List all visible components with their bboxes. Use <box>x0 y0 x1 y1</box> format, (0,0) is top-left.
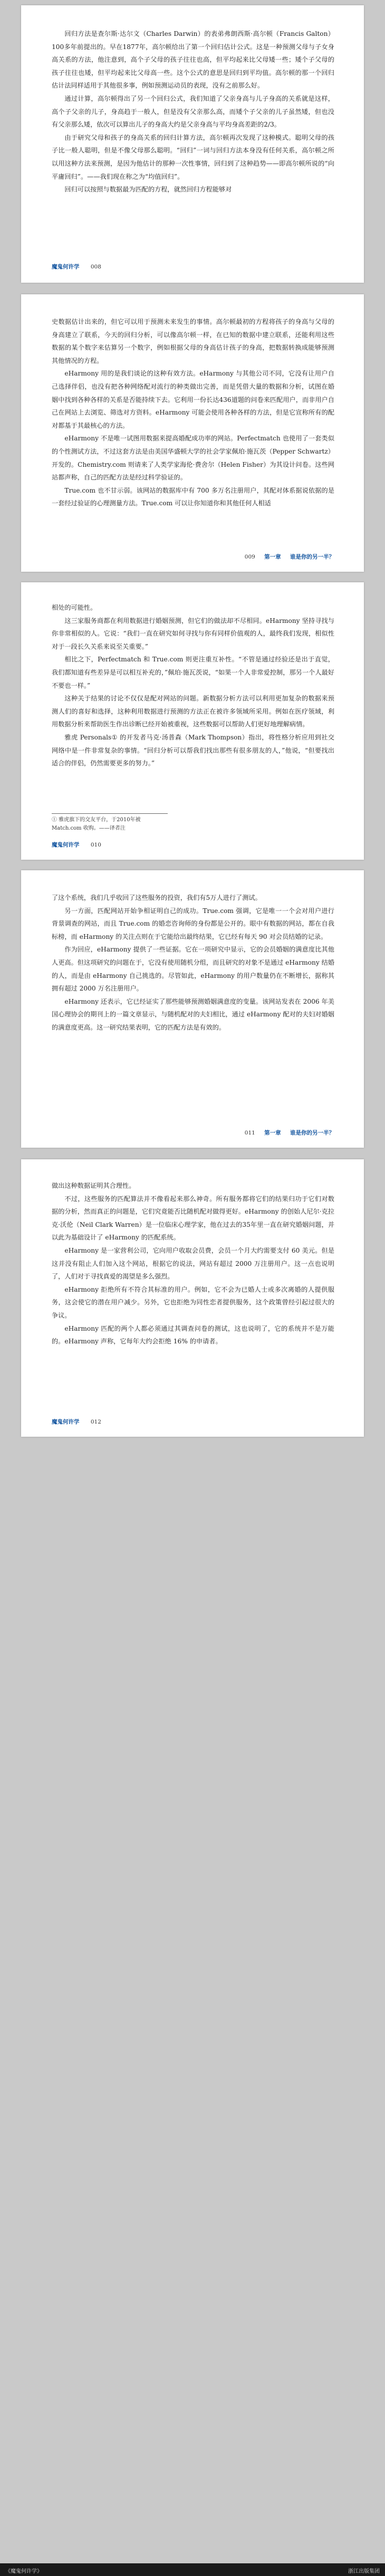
paragraph: 由于研究父母和孩子的身高关系的回归计算方法，高尔顿再次发现了这种模式。聪明父母的孩子比一般人聪明，但是不像父母那么聪明。“回归”一词与回归方法本身没有任何关系，高尔顿之所以用这种方法来预测，是因为他估计的那种一次性事情，回归到了这种趋势——即高尔顿所说的“向平庸回归”。——我们现在称之为“均值回归”。 <box>52 133 334 180</box>
page-number: 012 <box>90 1419 101 1425</box>
book-page-3 <box>21 582 364 860</box>
footnote-area <box>52 813 334 833</box>
page-number: 009 <box>244 554 255 560</box>
paragraph: 不过，这些服务的匹配算法并不像看起来那么神奇。所有服务都将它们的结果归功于它们对数据的分析，然而真正的问题是，它们究竟能否比随机配对做得更好。eHarmony 的创始人尼尔·克拉克·沃伦（Neil Clark Warren）是一位临床心理学家，他在过去的35年里一直在研究婚姻问题，并以此为基础设计了 eHarmony 的匹配系统。 <box>52 1195 334 1242</box>
page-footer <box>52 1129 334 1137</box>
paragraph: 另一方面，匹配网站开始争相证明自己的成功。True.com 强调，它是唯一一个会对用户进行背景调查的网站，而且 True.com 的婚恋咨询师的身份都是公开的。眼中有数据的网站，都在自我标榜，而 eHarmony 的关注点则在于它能给出最终结果，它已经有每天 90 对会员结婚的记录。 <box>52 907 334 940</box>
paragraph: 回归可以按照与数据最为匹配的方程，就然回归方程能够对 <box>64 186 232 194</box>
paragraph: 做出这种数据证明其合理性。 <box>52 1182 136 1189</box>
bottom-bar-publisher: 浙江出版集团 <box>348 2569 380 2574</box>
chapter-title: 谁是你的另一半？ <box>290 1130 334 1136</box>
paragraph: 这三家服务商都在利用数据进行婚姻预测，但它们的做法却不尽相同。eHarmony 坚持寻找与你非常相似的人。它说：“我们一直在研究如何寻找与你有同样价值观的人，最终我们发现，相似性对于一段长久关系来说至关重要。” <box>52 617 334 650</box>
footer-book-title: 魔鬼何许学 <box>52 842 80 848</box>
page-footer <box>52 553 334 561</box>
page-number: 011 <box>244 1130 255 1136</box>
footnote: ① 雅虎旗下的交友平台，于2010年被Match.com 收购。——译者注 <box>52 813 168 833</box>
chapter-label: 第一章 <box>264 1130 281 1136</box>
paragraph: True.com 也不甘示弱。该网站的数据库中有 700 多万名注册用户，其配对体系据说依据的是一套经过验证的心理测量方法。True.com 可以让你知道你和其他任何人相适 <box>52 486 334 507</box>
page-body <box>52 315 334 510</box>
chapter-label: 第一章 <box>264 554 281 560</box>
bottom-bar-title: 《魔鬼何许学》 <box>5 2569 42 2574</box>
paragraph: 相比之下，Perfectmatch 和 True.com 则更注重互补性。“不管是通过经验还是出于直觉，我们都知道有些差异是可以相互补充的，”佩珀·施瓦茨说，“如果一个人非常爱控制，那另一个人最好不要也一样。” <box>52 656 334 689</box>
paragraph: 这种关于结果的讨论不仅仅是配对网站的问题。新数据分析方法可以利用更加复杂的数据来预测人们的喜好和选择，这种利用数据进行预测的方法正在被许多领域所采用。例如在医疗领域，利用数据分析来帮助医生作出诊断已经开始被重视，这些数据可以帮助人们更好地理解病情。 <box>52 695 334 728</box>
book-page-5 <box>21 1159 364 1437</box>
paragraph: 作为回应，eHarmony 提供了一些证据。它在一项研究中显示，它的会员婚姻的满意度比其他人更高。但这项研究的问题在于，它没有使用随机分组，而且研究的对象不是通过 eHarmony 结婚的人，而是由 eHarmony 自己挑选的。尽管如此，eHarmony 的用户数量仍在不断增长，据称其拥有超过 2000 万名注册用户。 <box>52 946 334 993</box>
paragraph: 回归方法是查尔斯·达尔文（Charles Darwin）的表弟弗朗西斯·高尔顿（Francis Galton）100多年前提出的。早在1877年，高尔顿给出了第一个回归估计公式。这是一种预测父母与子女身高关系的方法，他注意到，高个子父母的孩子往往也高，但平均起来比父母矮一些；矮个子父母的孩子往往也矮，但平均起来比父母高一些。这个公式的意思是回归到平均值。高尔顿的那一个回归估计法同样适用于其他很多事，例如预测运动员的表现，没有之前那么好。 <box>52 30 334 90</box>
footer-book-title: 魔鬼何许学 <box>52 1419 80 1425</box>
page-body <box>52 27 334 196</box>
page-footer <box>52 841 334 849</box>
paragraph: 了这个系统，我们几乎收回了这些服务的投资，我们有5万人进行了测试。 <box>52 894 262 901</box>
paragraph: eHarmony 拒绝所有不符合其标准的用户。例如，它不会为已婚人士或多次离婚的人提供服务，这会使它的潜在用户减少。另外，它也拒绝为同性恋者提供服务，这个政策曾经引起过很大的争议。 <box>52 1285 334 1319</box>
viewer-bottom-bar <box>0 2563 385 2576</box>
paragraph: 雅虎 Personals① 的开发者马克·汤普森（Mark Thompson）指出，将性格分析应用到社交网络中是一件非常复杂的事情。“回归分析可以帮我们找出那些有很多朋友的人，”他说，“但要找出适合的伴侣，仍然需要更多的努力。” <box>52 733 334 767</box>
paragraph: eHarmony 还表示，它已经证实了那些能够预测婚姻满意度的变量。该网站发表在 2006 年美国心理协会的期刊上的一篇文章显示，与随机配对的夫妇相比，通过 eHarmony 配对的夫妇对婚姻的满意度更高。这一研究结果表明，它的匹配方法是有效的。 <box>52 997 334 1031</box>
page-body <box>52 1179 334 1348</box>
book-page-4 <box>21 870 364 1148</box>
paragraph: 史数据估计出来的，但它可以用于预测未来发生的事情。高尔顿最初的方程将孩子的身高与父母的身高建立了联系，今天的回归分析，可以像高尔顿一样，在已知的数据中建立联系，还能利用这些数据的某个数字来估算另一个数字，例如根据父母的身高估计孩子的身高，把数据转换成能够预测其他情况的方程。 <box>52 318 334 364</box>
book-page-2 <box>21 294 364 572</box>
page-number: 010 <box>90 842 101 848</box>
paragraph: eHarmony 匹配的两个人都必须通过其调查问卷的测试，这也说明了，它的系统并不是万能的。eHarmony 声称，它每年大约会拒绝 16% 的申请者。 <box>52 1324 334 1345</box>
paragraph: eHarmony 用的是我们谈论的这种有效方法。eHarmony 与其他公司不同，它没有让用户自己选择伴侣，也没有把各种网络配对流行的种类做出完善，而是凭借大量的数据和分析，试图在婚姻中找到各种各样的关系是否能持续下去。它利用一份长达436道题的问卷来匹配用户，而非用户自己在网站上去浏览、筛选对方资料。eHarmony 可能会使用各种各样的方法，但是它宣称所有的配对都基于其最核心的方法。 <box>52 370 334 429</box>
book-page-1 <box>21 5 364 283</box>
chapter-title: 谁是你的另一半？ <box>290 554 334 560</box>
paragraph: eHarmony 是一家营利公司，它向用户收取会员费，会员一个月大约需要支付 60 美元。但是这并没有阻止人们加入这个网站，根据它的说法，网站有超过 2000 万注册用户。这一点也说明了，人们对于寻找真爱的渴望是多么强烈。 <box>52 1246 334 1281</box>
paragraph: eHarmony 不是唯一试图用数据来提高婚配成功率的网站。Perfectmatch 也使用了一套类似的个性测试方法，不过这套方法是由美国华盛顿大学的社会学家佩珀·施瓦茨（Pepper Schwartz）开发的。Chemistry.com 则请来了人类学家海伦·费舍尔（Helen Fisher）为其设计问卷。这些网站都声称，自己的匹配方法是经过科学验证的。 <box>52 435 334 482</box>
page-footer <box>52 1418 334 1426</box>
paragraph: 通过计算，高尔顿得出了另一个回归公式，我们知道了父亲身高与儿子身高的关系就是这样，高个子父亲的儿子，身高趋于一般人，但是没有父亲那么高，而矮个子父亲的儿子虽然矮，但也没有父亲那么矮，依次可以算出儿子的身高大约是父亲身高与平均身高差距的2/3。 <box>52 94 334 129</box>
paragraph: 相处的可能性。 <box>52 604 97 611</box>
page-body <box>52 891 334 1034</box>
page-body <box>52 601 334 770</box>
footer-book-title: 魔鬼何许学 <box>52 264 80 270</box>
page-footer <box>52 263 334 271</box>
page-number: 008 <box>90 264 101 270</box>
